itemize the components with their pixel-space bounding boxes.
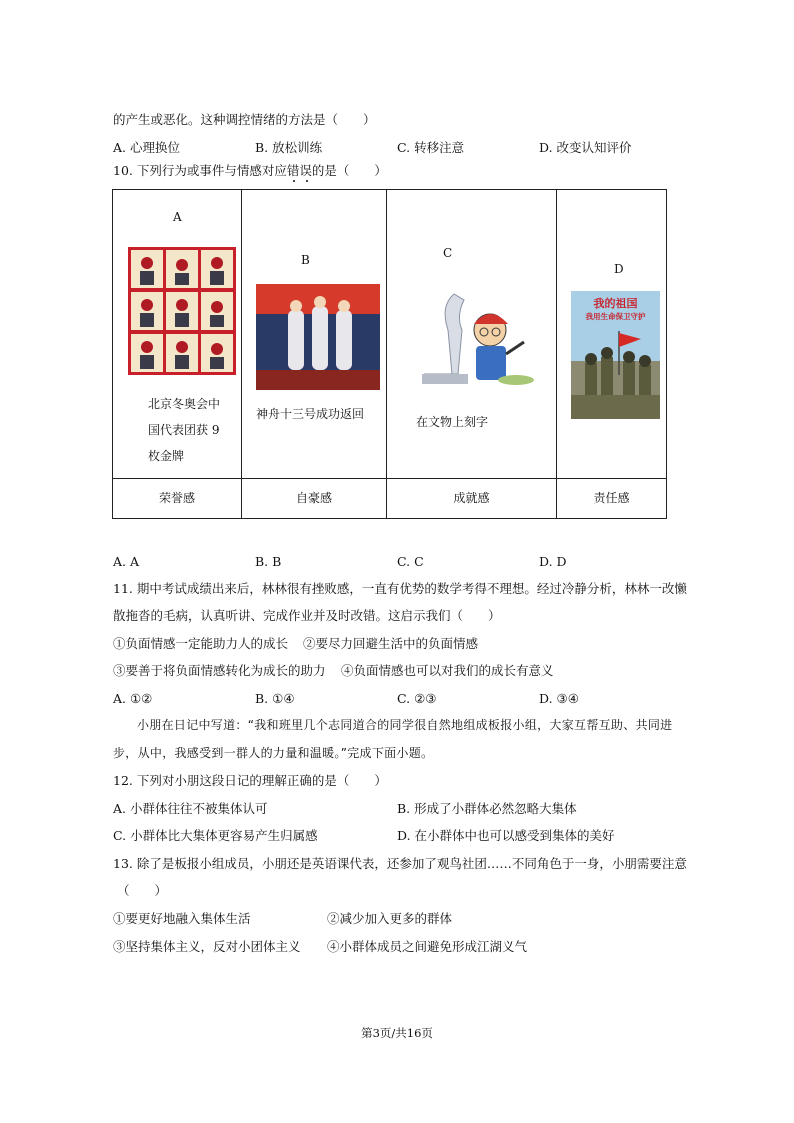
q10-emotion-a: 荣誉感: [113, 479, 242, 519]
material-line2: 步，从中，我感受到一群人的力量和温暖。”完成下面小题。: [113, 746, 434, 760]
caption-line: 神舟十三号成功返回: [256, 407, 365, 421]
q10-cell-b: [242, 190, 387, 479]
q10-table: [112, 189, 667, 519]
q13-statement-1: ①要更好地融入集体生活: [113, 911, 251, 926]
emphasis-dot: 误: [299, 163, 312, 178]
q12-option-c: C. 小群体比大集体更容易产生归属感: [113, 828, 318, 843]
q10-emotion-c: 成就感: [387, 479, 557, 519]
q11-statement-4: ④负面情感也可以对我们的成长有意义: [341, 663, 554, 678]
cell-label: D: [614, 262, 624, 276]
q13-stem-line2: （ ）: [117, 883, 168, 898]
page-number: 第3页/共16页: [361, 1026, 433, 1040]
q10-stem: 10. 下列行为或事件与情感对应错误的是（ ）: [113, 163, 387, 178]
cell-label: A: [173, 210, 182, 224]
material-line1: 小朋在日记中写道：“我和班里几个志同道合的同学很自然地组成板报小组，大家互帮互助、共同进: [137, 718, 673, 732]
q9-option-a: A. 心理换位: [113, 140, 180, 155]
soldiers-poster-icon: [571, 291, 660, 419]
q13-statement-2: ②减少加入更多的群体: [327, 911, 453, 926]
q10-cell-c: [387, 190, 557, 479]
q10-cell-a: [113, 190, 242, 479]
q10-option-d: D. D: [539, 554, 567, 569]
olympic-medal-poster-icon: [128, 247, 236, 375]
q11-stem-line2: 散拖沓的毛病，认真听讲、完成作业并及时改错。这启示我们（ ）: [113, 608, 501, 623]
q10-emotion-b: 自豪感: [242, 479, 387, 519]
q10-option-a: A. A: [113, 554, 140, 569]
q11-statement-2: ②要尽力回避生活中的负面情感: [303, 636, 479, 651]
q11-option-c: C. ②③: [397, 691, 437, 706]
q12-option-d: D. 在小群体中也可以感受到集体的美好: [397, 828, 615, 843]
q13-stem-line1: 13. 除了是板报小组成员，小朋还是英语课代表，还参加了观鸟社团……不同角色于一身，小朋需要注意: [113, 856, 687, 871]
q12-option-a: A. 小群体往往不被集体认可: [113, 801, 268, 816]
q11-stem-line1: 11. 期中考试成绩出来后，林林很有挫败感，一直有优势的数学考得不理想。经过冷静分析，林林一改懒: [113, 581, 687, 596]
caption-line: 国代表团获 9: [148, 423, 220, 437]
poster-title: 我的祖国: [593, 297, 638, 310]
q11-option-d: D. ③④: [539, 691, 579, 706]
cell-label: B: [301, 253, 310, 267]
poster-subtitle: 我用生命保卫守护: [585, 312, 646, 321]
q10-option-b: B. B: [255, 554, 282, 569]
q11-statement-3: ③要善于将负面情感转化为成长的助力: [113, 663, 326, 678]
q10-cell-d: [557, 190, 667, 479]
astronauts-photo-icon: [256, 284, 380, 390]
q10-emotion-d: 责任感: [557, 479, 667, 519]
cell-label: C: [443, 246, 453, 260]
q11-option-a: A. ①②: [113, 691, 153, 706]
q9-option-b: B. 放松训练: [255, 140, 323, 155]
caption-line: 北京冬奥会中: [148, 397, 221, 411]
q11-statement-1: ①负面情感一定能助力人的成长: [113, 636, 289, 651]
q11-option-b: B. ①④: [255, 691, 295, 706]
q9-tail: 的产生或恶化。这种调控情绪的方法是（ ）: [113, 112, 376, 127]
emphasis-dot: 错: [286, 163, 300, 178]
q9-option-d: D. 改变认知评价: [539, 140, 632, 155]
q12-stem: 12. 下列对小朋这段日记的理解正确的是（ ）: [113, 773, 387, 788]
carving-cartoon-icon: [412, 290, 536, 392]
q13-statement-3: ③坚持集体主义，反对小团体主义: [113, 939, 301, 954]
q12-option-b: B. 形成了小群体必然忽略大集体: [397, 801, 577, 816]
caption-line: 枚金牌: [148, 449, 185, 463]
q9-option-c: C. 转移注意: [397, 140, 465, 155]
q10-option-c: C. C: [397, 554, 424, 569]
q13-statement-4: ④小群体成员之间避免形成江湖义气: [327, 939, 528, 954]
caption-line: 在文物上刻字: [416, 415, 489, 429]
